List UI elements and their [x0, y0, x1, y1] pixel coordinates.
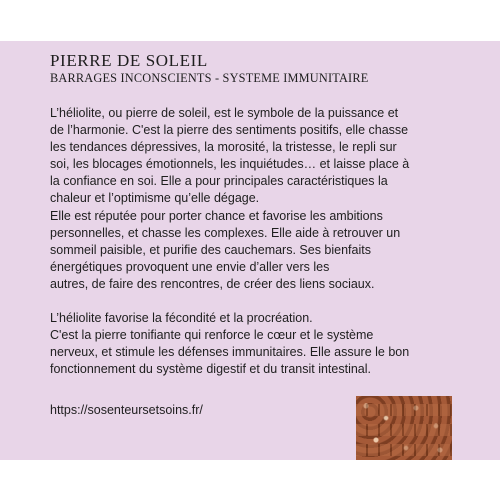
paragraph-line: nerveux, et stimule les défenses immunitaires. Elle assure le bon	[50, 345, 410, 360]
bead-strand	[356, 444, 452, 456]
paragraph-line: Elle est réputée pour porter chance et favorise les ambitions	[50, 208, 383, 223]
bead-strand	[356, 404, 452, 416]
page-title: PIERRE DE SOLEIL	[50, 51, 208, 70]
sunstone-beads-image	[356, 396, 452, 460]
page-subtitle: BARRAGES INCONSCIENTS - SYSTEME IMMUNITAIRE	[50, 71, 369, 85]
paragraph-line: autres, de faire des rencontres, de créer des liens sociaux.	[50, 276, 375, 291]
paragraph-line: fonctionnement du système digestif et du transit intestinal.	[50, 362, 372, 377]
paragraph-line: sommeil paisible, et purifie des cauchemars. Ses bienfaits	[50, 242, 371, 257]
paragraph-line: soi, les blocages émotionnels, les inquiétudes… et laisse place à	[50, 157, 410, 172]
bead-strand	[356, 424, 452, 436]
paragraph-line: de l’harmonie. C'est la pierre des sentiments positifs, elle chasse	[50, 123, 409, 138]
paragraph-line: la confiance en soi. Elle a pour principales caractéristiques la	[50, 174, 388, 189]
paragraph-line: C'est la pierre tonifiante qui renforce le cœur et le système	[50, 328, 374, 343]
paragraph-gap	[50, 293, 460, 310]
paragraph-line: L’héliolite, ou pierre de soleil, est le symbole de la puissance et	[50, 106, 399, 120]
paragraph-line: personnelles, et chasse les complexes. Elle aide à retrouver un	[50, 225, 401, 240]
paragraph-line: L’héliolite favorise la fécondité et la procréation.	[50, 311, 313, 326]
website-link[interactable]: https://sosenteursetsoins.fr/	[50, 403, 203, 417]
description-text	[50, 105, 460, 378]
paragraph-line: les tendances dépressives, la morosité, la tristesse, le repli sur	[50, 140, 397, 155]
paragraph-line: énergétiques provoquent une envie d’aller vers les	[50, 259, 330, 274]
paragraph-line: chaleur et l’optimisme qu’elle dégage.	[50, 191, 260, 206]
info-card	[0, 41, 500, 460]
